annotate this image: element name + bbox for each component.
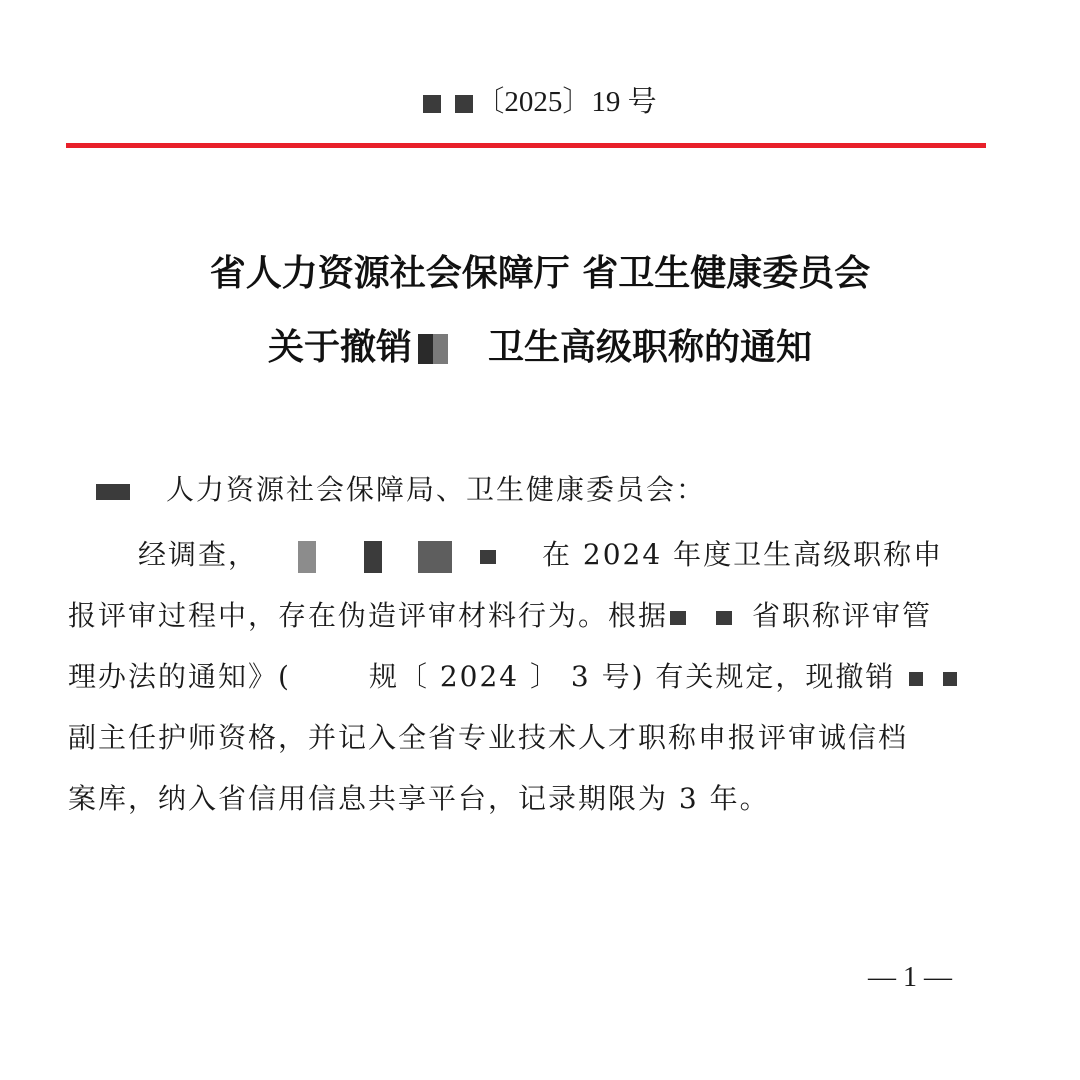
redacted-block bbox=[418, 334, 448, 364]
title-line-2-suffix: 卫生高级职称的通知 bbox=[488, 327, 813, 368]
redacted-block bbox=[716, 611, 732, 625]
title-line-2-prefix: 关于撤销 bbox=[267, 327, 412, 368]
redacted-block bbox=[943, 672, 957, 686]
notice-title-line-2 bbox=[0, 326, 1080, 370]
paragraph-text: 理办法的通知》( bbox=[68, 660, 291, 693]
redacted-block bbox=[364, 541, 382, 573]
paragraph-text: 省职称评审管 bbox=[752, 599, 933, 632]
document-number-text: 〔2025〕19 号 bbox=[475, 86, 657, 118]
redacted-block bbox=[670, 611, 686, 625]
paragraph-line: 副主任护师资格，并记入全省专业技术人才职称申报评审诚信档 bbox=[68, 721, 909, 754]
paragraph-text: 经调查， bbox=[138, 538, 259, 571]
redacted-block bbox=[455, 95, 473, 113]
paragraph-line bbox=[138, 535, 1058, 575]
paragraph-line: 案库，纳入省信用信息共享平台，记录期限为 3 年。 bbox=[68, 782, 770, 815]
paragraph-text: 在 2024 年度卫生高级职称申 bbox=[542, 538, 944, 571]
redacted-block bbox=[480, 550, 496, 564]
page-number: — 1 — bbox=[868, 962, 952, 993]
paragraph-text: 报评审过程中，存在伪造评审材料行为。根据 bbox=[68, 599, 669, 632]
paragraph-text: 规〔 2024 〕 3 号) 有关规定，现撤销 bbox=[368, 660, 896, 693]
document-number bbox=[0, 82, 1080, 122]
salutation-text: 人力资源社会保障局、卫生健康委员会： bbox=[166, 473, 707, 506]
redacted-block bbox=[423, 95, 441, 113]
paragraph-line bbox=[68, 657, 988, 697]
redacted-block bbox=[909, 672, 923, 686]
paragraph-line bbox=[68, 596, 988, 636]
redacted-block bbox=[96, 484, 130, 500]
redacted-block bbox=[298, 541, 316, 573]
redacted-block bbox=[418, 541, 452, 573]
salutation bbox=[96, 470, 1016, 510]
notice-title-line-1: 省人力资源社会保障厅 省卫生健康委员会 bbox=[209, 253, 871, 294]
red-header-rule bbox=[66, 143, 986, 148]
